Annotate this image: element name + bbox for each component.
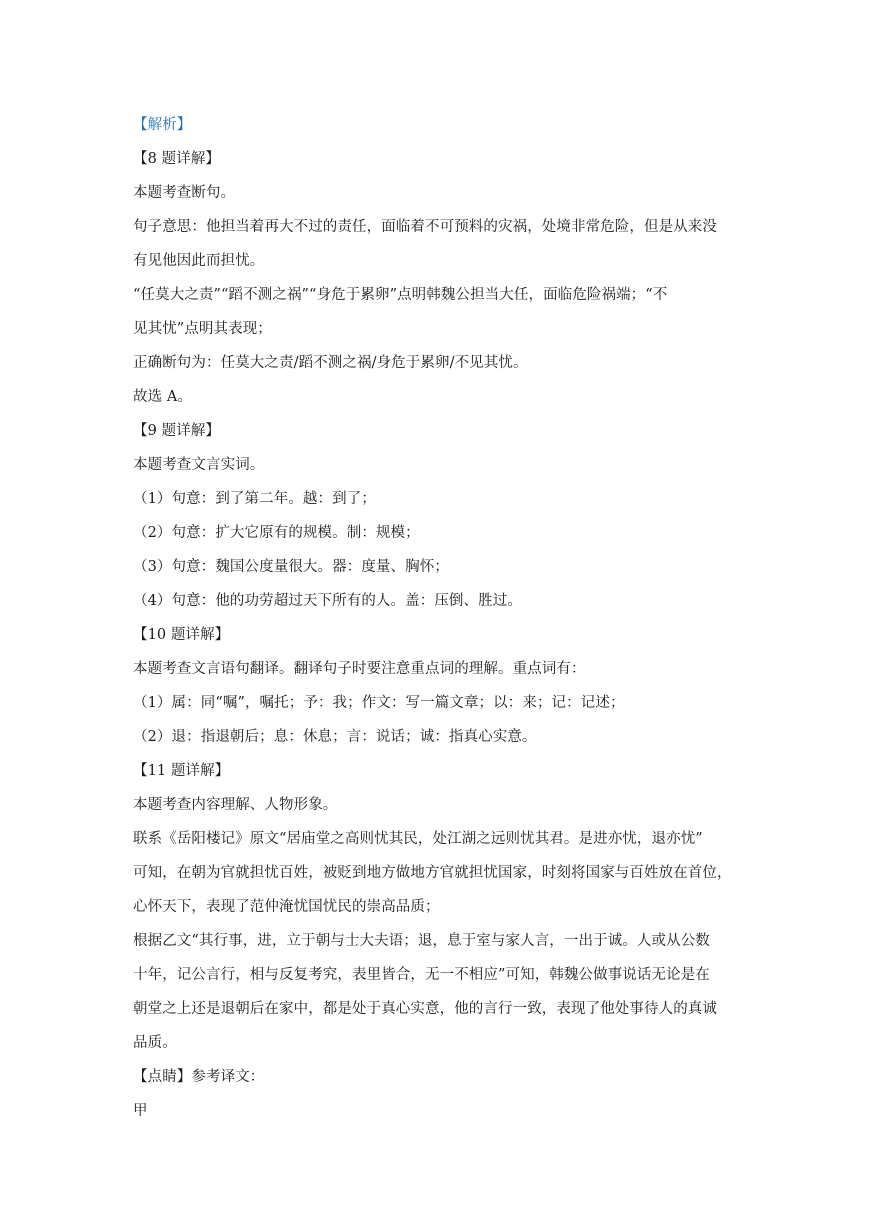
q8-heading: 【8 题详解】: [133, 151, 221, 167]
paragraph: 十年，记公言行，相与反复考究，表里皆合，无一不相应”可知，韩魏公做事说话无论是在: [133, 967, 710, 983]
paragraph: 见其忧”点明其表现；: [133, 321, 272, 337]
q9-heading: 【9 题详解】: [133, 423, 221, 439]
document-body: [133, 108, 743, 1128]
paragraph: 本题考查文言实词。: [133, 457, 265, 473]
paragraph: 甲: [133, 1103, 148, 1119]
paragraph: 品质。: [133, 1035, 177, 1051]
paragraph: 可知，在朝为官就担忧百姓，被贬到地方做地方官就担忧国家，时刻将国家与百姓放在首位，: [133, 865, 732, 881]
paragraph: 心怀天下，表现了范仲淹忧国忧民的崇高品质；: [133, 899, 440, 915]
paragraph: 正确断句为：任莫大之责/蹈不测之祸/身危于累卵/不见其忧。: [133, 355, 528, 371]
list-item: （2）退：指退朝后；息：休息；言：说话；诚：指真心实意。: [133, 729, 537, 745]
paragraph: 故选 A。: [133, 389, 193, 405]
paragraph: 联系《岳阳楼记》原文“居庙堂之高则忧其民，处江湖之远则忧其君。是进亦忧，退亦忧”: [133, 831, 703, 847]
analysis-heading: 【解析】: [133, 117, 192, 133]
paragraph: 根据乙文“其行事，进，立于朝与士大夫语；退，息于室与家人言，一出于诚。人或从公数: [133, 933, 710, 949]
list-item: （1）属：同“嘱”，嘱托；予：我；作文：写一篇文章；以：来；记：记述；: [133, 695, 625, 711]
paragraph: 有见他因此而担忧。: [133, 253, 265, 269]
list-item: （1）句意：到了第二年。越：到了；: [133, 491, 376, 507]
list-item: （4）句意：他的功劳超过天下所有的人。盖：压倒、胜过。: [133, 593, 522, 609]
paragraph: 句子意思：他担当着再大不过的责任，面临着不可预料的灾祸，处境非常危险，但是从来没: [133, 219, 717, 235]
list-item: （2）句意：扩大它原有的规模。制：规模；: [133, 525, 420, 541]
q11-heading: 【11 题详解】: [133, 763, 230, 779]
q10-heading: 【10 题详解】: [133, 627, 230, 643]
paragraph: “任莫大之责”“蹈不测之祸”“身危于累卵”点明韩魏公担当大任，面临危险祸端；“不: [133, 287, 668, 303]
paragraph: 本题考查文言语句翻译。翻译句子时要注意重点词的理解。重点词有：: [133, 661, 586, 677]
list-item: （3）句意：魏国公度量很大。器：度量、胸怀；: [133, 559, 449, 575]
note-heading: 【点睛】参考译文：: [133, 1069, 265, 1085]
paragraph: 本题考查断句。: [133, 185, 236, 201]
paragraph: 朝堂之上还是退朝后在家中，都是处于真心实意，他的言行一致，表现了他处事待人的真诚: [133, 1001, 717, 1017]
paragraph: 本题考查内容理解、人物形象。: [133, 797, 338, 813]
